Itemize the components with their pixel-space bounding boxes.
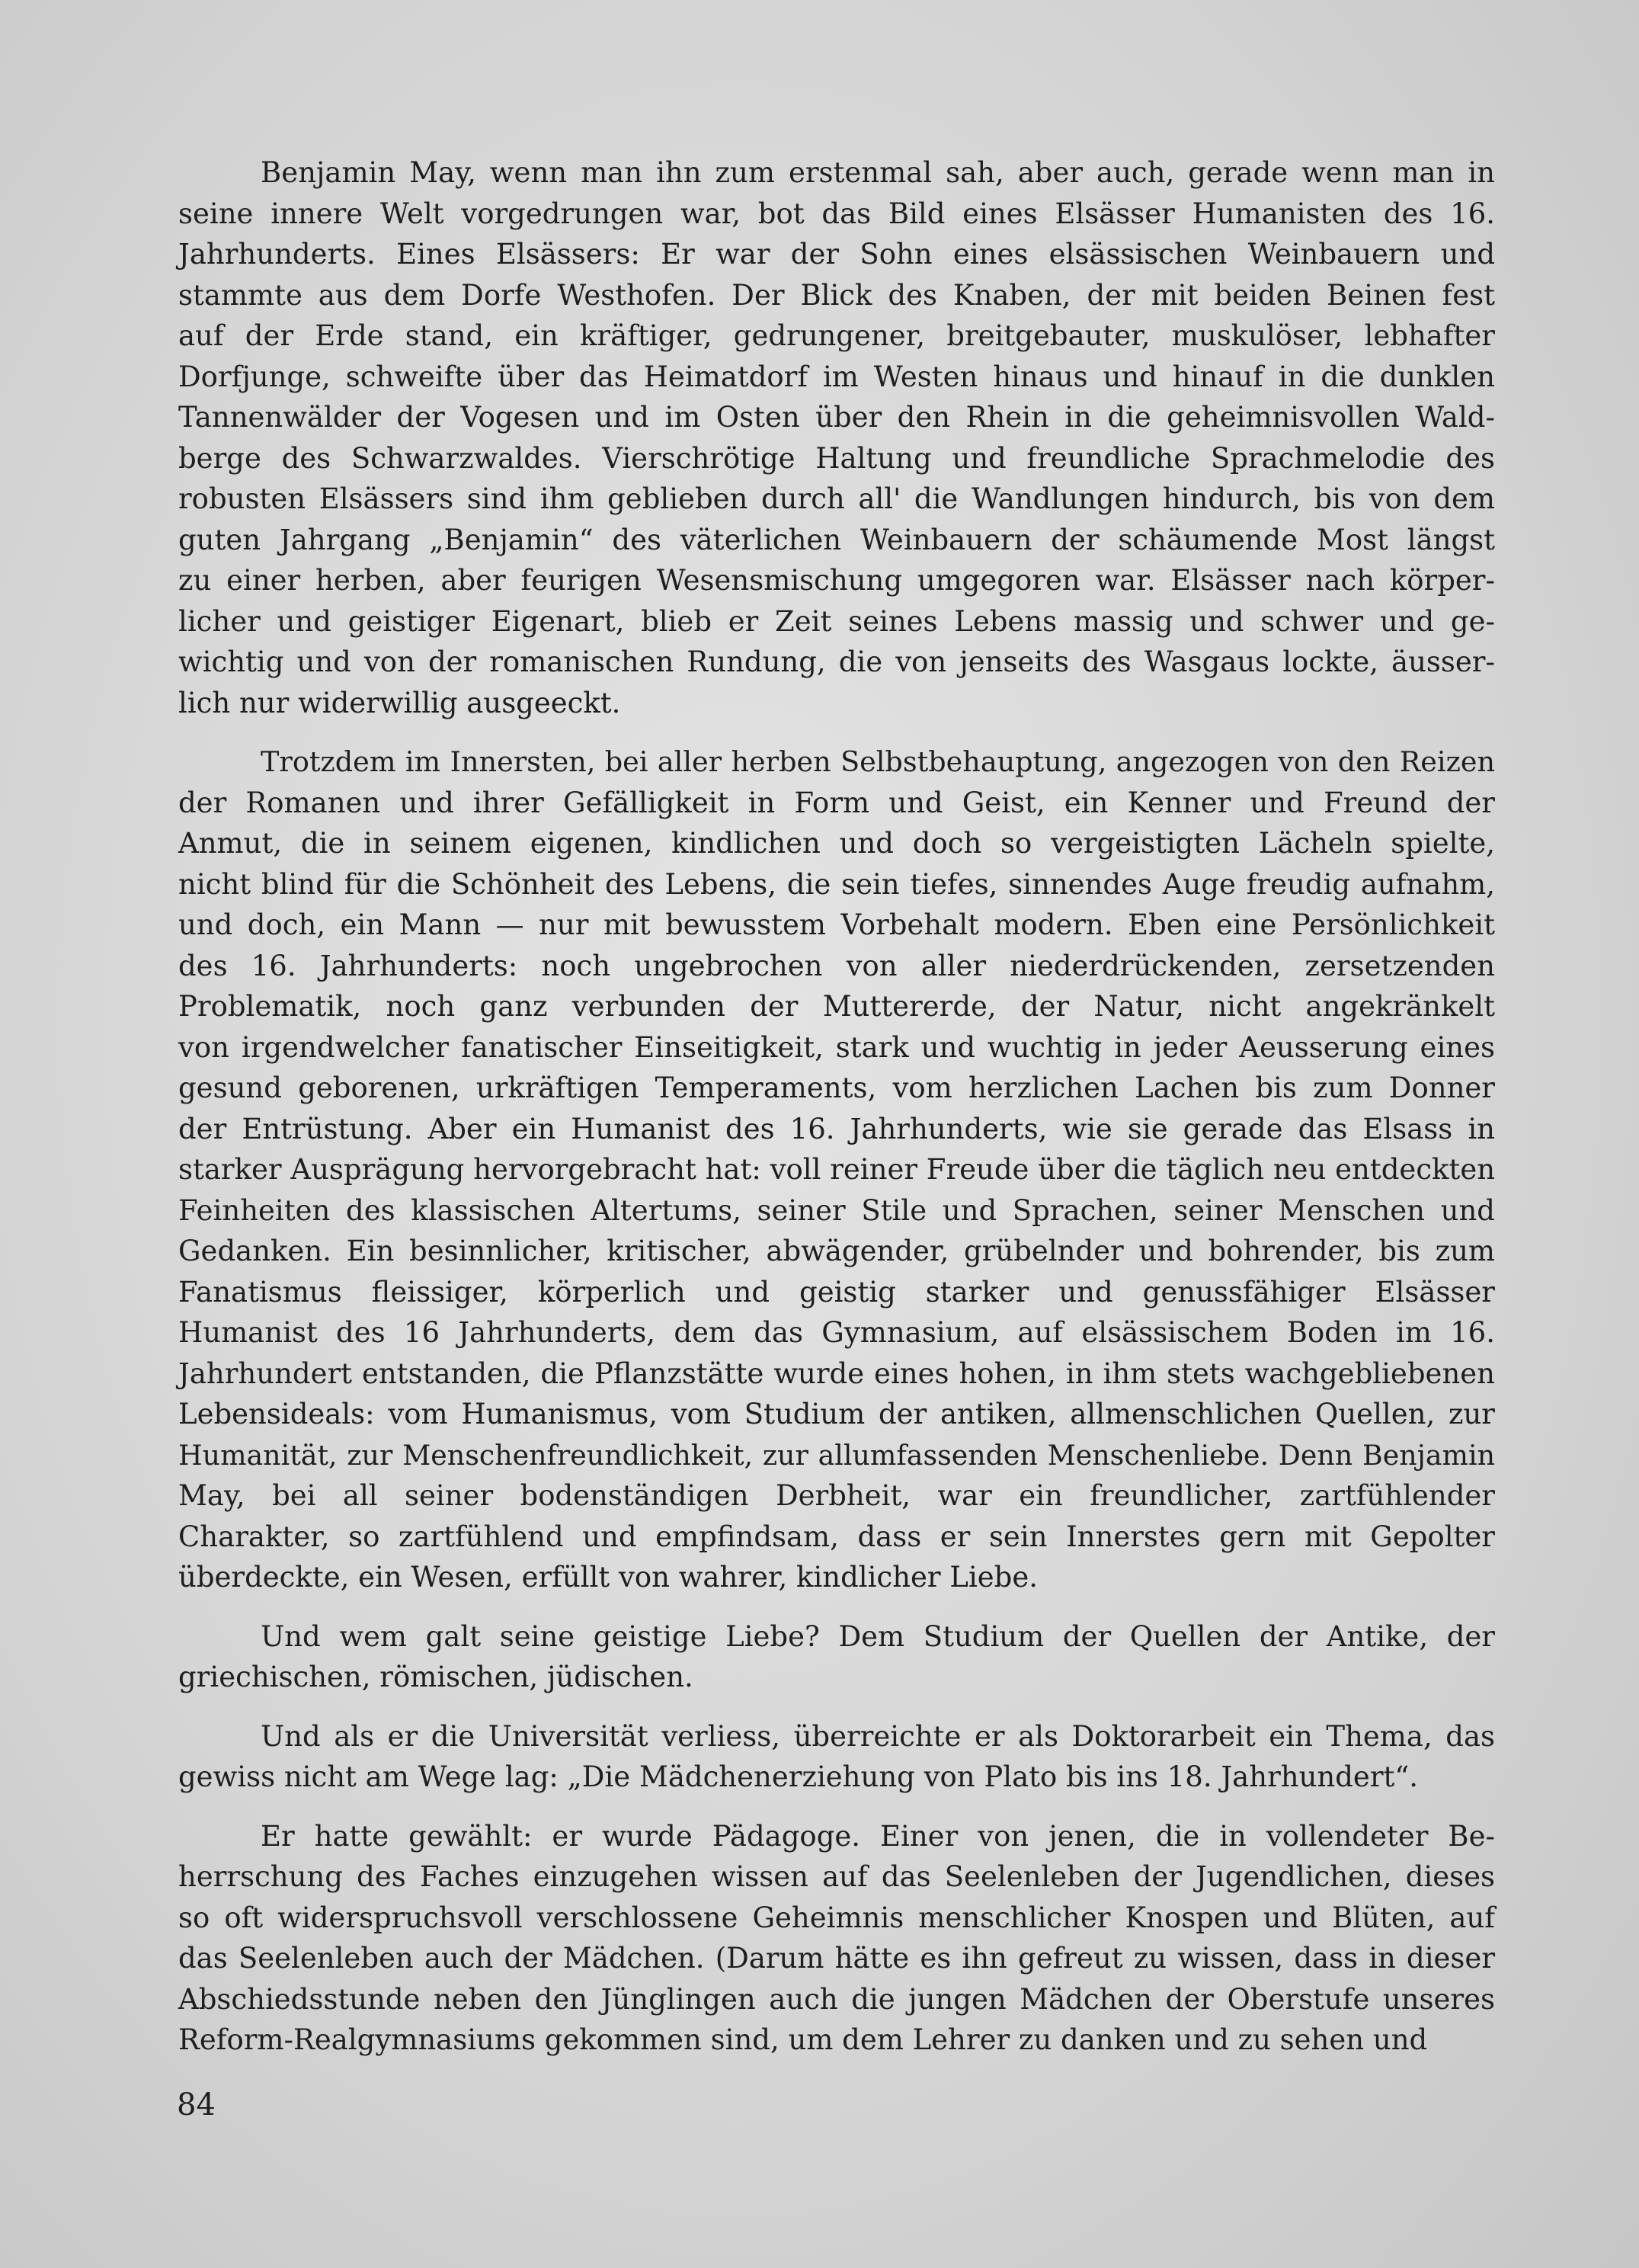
text-line: Humanist des 16 Jahrhunderts, dem das Gymnasium, auf elsässischem Boden im 16. bbox=[178, 1316, 1495, 1349]
text-line: Jahrhundert entstanden, die Pflanzstätte wurde eines hohen, in ihm stets wachgebliebenen bbox=[178, 1357, 1495, 1390]
text-line: griechischen, römischen, jüdischen. bbox=[178, 1661, 693, 1693]
text-line: gewiss nicht am Wege lag: „Die Mädchenerziehung von Plato bis ins 18. Jahrhundert“. bbox=[178, 1760, 1419, 1793]
text-line: der Romanen und ihrer Gefälligkeit in Form und Geist, ein Kenner und Freund der bbox=[178, 786, 1495, 819]
text-line: Und wem galt seine geistige Liebe? Dem Studium der Quellen der Antike, der bbox=[261, 1619, 1495, 1653]
text-line: nicht blind für die Schönheit des Lebens, die sein tiefes, sinnendes Auge freudig aufnahm, bbox=[178, 867, 1495, 901]
text-line: zu einer herben, aber feurigen Wesensmischung umgegoren war. Elsässer nach körper- bbox=[178, 564, 1495, 597]
text-line: Feinheiten des klassischen Altertums, seiner Stile und Sprachen, seiner Menschen und bbox=[178, 1193, 1495, 1227]
text-line: herrschung des Faches einzugehen wissen auf das Seelenleben der Jugendlichen, dieses bbox=[178, 1860, 1495, 1893]
text-line: und doch, ein Mann — nur mit bewusstem Vorbehalt modern. Eben eine Persönlichkeit bbox=[178, 908, 1495, 941]
text-line: Fanatismus fleissiger, körperlich und geistig starker und genussfähiger Elsässer bbox=[178, 1275, 1495, 1309]
text-line: licher und geistiger Eigenart, blieb er Zeit seines Lebens massig und schwer und ge- bbox=[178, 604, 1495, 638]
text-line: Charakter, so zartfühlend und empfindsam, dass er sein Innerstes gern mit Gepolter bbox=[178, 1520, 1495, 1553]
text-line: lich nur widerwillig ausgeeckt. bbox=[178, 686, 621, 719]
text-line: Lebensideals: vom Humanismus, vom Studium der antiken, allmenschlichen Quellen, zur bbox=[178, 1398, 1495, 1430]
text-line: Anmut, die in seinem eigenen, kindlichen und doch so vergeistigten Lächeln spielte, bbox=[178, 827, 1495, 860]
text-line: Dorfjunge, schweifte über das Heimatdorf im Westen hinaus und hinauf in die dunklen bbox=[178, 360, 1495, 393]
text-line: robusten Elsässers sind ihm geblieben durch all' die Wandlungen hindurch, bis von dem bbox=[178, 482, 1495, 515]
text-line: Humanität, zur Menschenfreundlichkeit, zur allumfassenden Menschenliebe. Denn Benjamin bbox=[178, 1438, 1495, 1472]
text-line: wichtig und von der romanischen Rundung, die von jenseits des Wasgaus lockte, äusser- bbox=[178, 645, 1495, 678]
text-line: Reform-Realgymnasiums gekommen sind, um dem Lehrer zu danken und zu sehen und bbox=[178, 2023, 1428, 2056]
text-line: berge des Schwarzwaldes. Vierschrötige Haltung und freundliche Sprachmelodie des bbox=[178, 441, 1495, 475]
text-line: überdeckte, ein Wesen, erfüllt von wahrer, kindlicher Liebe. bbox=[178, 1561, 1039, 1594]
text-line: Benjamin May, wenn man ihn zum erstenmal sah, aber auch, gerade wenn man in bbox=[261, 156, 1495, 189]
text-line: Tannenwälder der Vogesen und im Osten über den Rhein in die geheimnisvollen Wald- bbox=[178, 401, 1495, 434]
text-line: Er hatte gewählt: er wurde Pädagoge. Einer von jenen, die in vollendeter Be- bbox=[261, 1819, 1495, 1853]
text-line: von irgendwelcher fanatischer Einseitigkeit, stark und wuchtig in jeder Aeusserung eines bbox=[178, 1030, 1495, 1064]
text-line: Gedanken. Ein besinnlicher, kritischer, abwägender, grübelnder und bohrender, bis zum bbox=[178, 1235, 1495, 1267]
text-line: Problematik, noch ganz verbunden der Muttererde, der Natur, nicht angekränkelt bbox=[178, 990, 1495, 1023]
text-line: seine innere Welt vorgedrungen war, bot das Bild eines Elsässer Humanisten des 16. bbox=[178, 197, 1495, 230]
text-line: auf der Erde stand, ein kräftiger, gedrungener, breitgebauter, muskulöser, lebhafter bbox=[178, 319, 1495, 352]
text-line: gesund geborenen, urkräftigen Temperaments, vom herzlichen Lachen bis zum Donner bbox=[178, 1072, 1495, 1104]
text-line: das Seelenleben auch der Mädchen. (Darum hätte es ihn gefreut zu wissen, dass in dieser bbox=[178, 1942, 1495, 1975]
text-line: so oft widerspruchsvoll verschlossene Geheimnis menschlicher Knospen und Blüten, auf bbox=[178, 1901, 1495, 1934]
text-line: Trotzdem im Innersten, bei aller herben Selbstbehauptung, angezogen von den Reizen bbox=[261, 745, 1495, 778]
page-number: 84 bbox=[177, 2087, 216, 2122]
paragraph bbox=[178, 1816, 1495, 2061]
paragraph bbox=[178, 742, 1495, 1598]
text-line: starker Ausprägung hervorgebracht hat: voll reiner Freude über die täglich neu entdeckten bbox=[178, 1153, 1496, 1186]
paragraph bbox=[178, 1716, 1495, 1798]
text-line: stammte aus dem Dorfe Westhofen. Der Blick des Knaben, der mit beiden Beinen fest bbox=[178, 278, 1495, 312]
text-line: der Entrüstung. Aber ein Humanist des 16. Jahrhunderts, wie sie gerade das Elsass in bbox=[178, 1112, 1495, 1145]
body-text bbox=[178, 152, 1495, 2079]
paragraph bbox=[178, 1616, 1495, 1698]
text-line: Jahrhunderts. Eines Elsässers: Er war der Sohn eines elsässischen Weinbauern und bbox=[178, 238, 1495, 271]
text-line: guten Jahrgang „Benjamin“ des väterlichen Weinbauern der schäumende Most längst bbox=[178, 523, 1495, 556]
paragraph bbox=[178, 152, 1495, 723]
text-line: Abschiedsstunde neben den Jünglingen auch die jungen Mädchen der Oberstufe unseres bbox=[178, 1982, 1495, 2016]
text-line: Und als er die Universität verliess, überreichte er als Doktorarbeit ein Thema, das bbox=[261, 1719, 1495, 1753]
text-line: May, bei all seiner bodenständigen Derbheit, war ein freundlicher, zartfühlender bbox=[178, 1479, 1495, 1512]
text-line: des 16. Jahrhunderts: noch ungebrochen von aller niederdrückenden, zersetzenden bbox=[178, 949, 1495, 982]
